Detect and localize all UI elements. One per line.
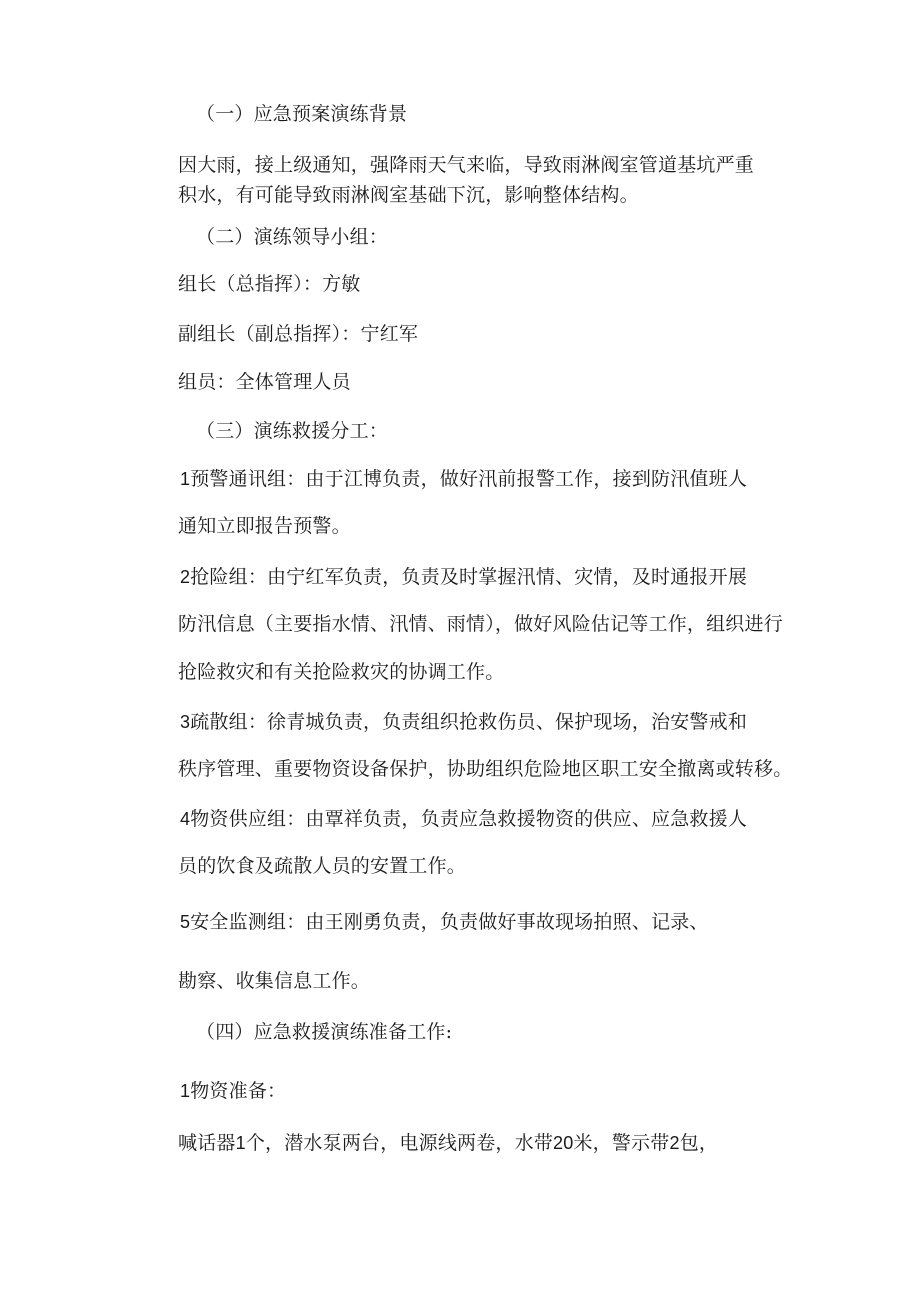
item-1-line-2: 通知立即报告预警。 [178, 515, 351, 537]
deputy-leader-line: 副组长（副总指挥）：宁红军 [178, 323, 419, 345]
item-2-number: 2 [180, 567, 191, 587]
materials-count-hose: 20 [553, 1133, 574, 1153]
item-2-text: 抢险组：由宁红军负责，负责及时掌握汛情、灾情，及时通报开展 [190, 566, 748, 588]
members-line: 组员：全体管理人员 [178, 371, 351, 393]
materials-count-tape: 2 [669, 1133, 680, 1153]
item-4-line-1 [180, 806, 747, 832]
materials-number: 1 [180, 1081, 191, 1101]
materials-label: 物资准备： [190, 1080, 287, 1102]
materials-text-2: 个，潜水泵两台，电源线两卷，水带 [245, 1132, 554, 1154]
background-paragraph-line-1: 因大雨，接上级通知，强降雨天气来临，导致雨淋阀室管道基坑严重 [178, 154, 755, 176]
item-3-line-1 [180, 709, 747, 735]
materials-text-1: 喊话器 [178, 1132, 236, 1154]
leader-line: 组长（总指挥）：方敏 [178, 273, 361, 295]
section-heading-division: （三）演练救援分工： [196, 420, 389, 442]
item-2-line-3: 抢险救灾和有关抢险救灾的协调工作。 [178, 661, 505, 683]
materials-text-3: 米，警示带 [573, 1132, 670, 1154]
section-heading-preparation: （四）应急救援演练准备工作: [196, 1021, 453, 1043]
item-1-line-1 [180, 466, 747, 492]
item-1-number: 1 [180, 469, 191, 489]
item-3-line-2: 秩序管理、重要物资设备保护，协助组织危险地区职工安全撤离或转移。 [178, 758, 793, 780]
item-4-text: 物资供应组：由覃祥负责，负责应急救援物资的供应、应急救援人 [190, 808, 748, 830]
item-5-number: 5 [180, 912, 191, 932]
materials-text-4: 包， [679, 1132, 719, 1154]
background-paragraph-line-2: 积水，有可能导致雨淋阀室基础下沉，影响整体结构。 [178, 184, 639, 206]
item-4-line-2: 员的饮食及疏散人员的安置工作。 [178, 855, 467, 877]
section-heading-background: （一）应急预案演练背景 [196, 103, 408, 125]
item-3-number: 3 [180, 712, 191, 732]
item-5-line-2: 勘察、收集信息工作。 [178, 970, 371, 992]
materials-subheading [180, 1078, 286, 1104]
materials-count-megaphone: 1 [235, 1133, 246, 1153]
item-1-text: 预警通讯组：由于江博负责，做好汛前报警工作，接到防汛值班人 [190, 468, 748, 490]
item-5-text: 安全监测组：由王刚勇负责，负责做好事故现场拍照、记录、 [190, 911, 709, 933]
item-3-text: 疏散组：徐青城负责，负责组织抢救伤员、保护现场，治安警戒和 [190, 711, 748, 733]
item-2-line-1 [180, 564, 747, 590]
item-4-number: 4 [180, 809, 191, 829]
item-5-line-1 [180, 909, 709, 935]
materials-list-line [178, 1130, 718, 1156]
item-2-line-2: 防汛信息（主要指水情、汛情、雨情），做好风险估记等工作，组织进行 [178, 613, 783, 635]
section-heading-leadership: （二）演练领导小组： [196, 226, 389, 248]
